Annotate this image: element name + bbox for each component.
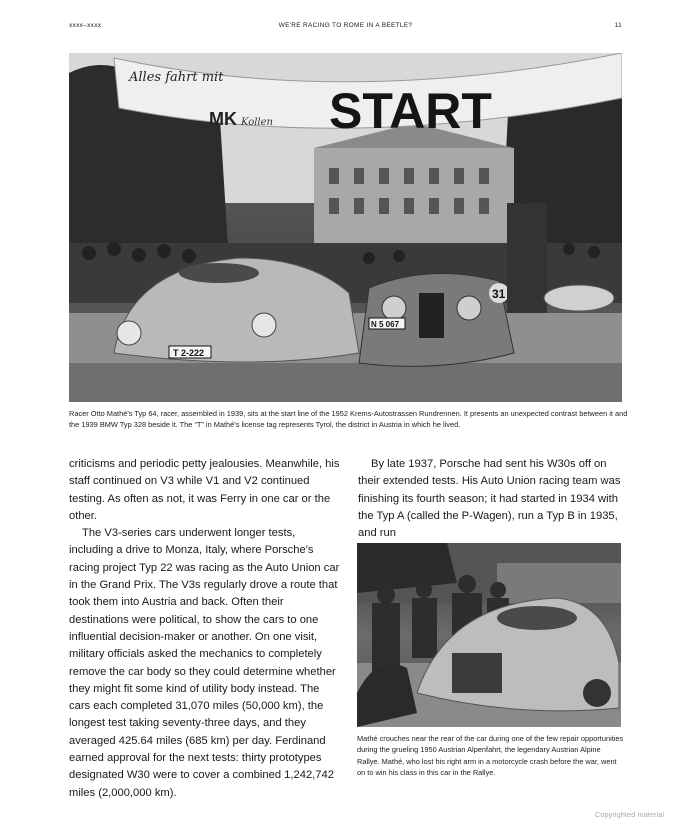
body-column-left bbox=[69, 456, 341, 802]
running-title: WE'RE RACING TO ROME IN A BEETLE? bbox=[278, 22, 413, 29]
banner-logo-text: MK bbox=[209, 109, 237, 129]
banner-small-text: Alles fahrt mit bbox=[129, 70, 224, 85]
main-photo-caption: Racer Otto Mathé's Typ 64, racer, assembled in 1939, sits at the start line of the 1952 Krems-Autostrassen Rundrennen. It presents an unexpected contrast between it and the 1939 BMW Typ 328 beside it. The “T” in Mathé's license tag represents Tyrol, the district in Austria in which he lived. bbox=[69, 409, 628, 429]
body-column-right bbox=[358, 456, 628, 542]
paragraph: By late 1937, Porsche had sent his W30s off on their extended tests. His Auto Union racing team was finishing its fourth season; it had started in 1934 with the Typ A (called the P-Wagen), run a Typ B in 1935, and run bbox=[358, 458, 621, 540]
plate-right: N 5 067 bbox=[371, 320, 400, 329]
banner-start-text: START bbox=[329, 83, 492, 139]
plate-left: T 2-222 bbox=[173, 348, 205, 358]
paragraph: The V3-series cars underwent longer tests, including a drive to Monza, Italy, where Porsche's racing project Typ 22 was racing as the Auto Union car in the Grand Prix. The V3s regularly drove a route that took them into Austria and back. Often their destinations were political, to show the cars to one influential decision-maker or another. On one visit, military officials asked the mechanics to completely remove the car body so they could determine whether they might fit some kind of utility body instead. The cars each completed 31,070 miles (50,000 km), the longest test taking seventy-three days, and they averaged 425.64 miles (685 km) per day. Ferdinand earned approval for the next tests: thirty prototypes designated W30 were to cover a combined 1,242,742 miles (2,000,000 km). bbox=[69, 527, 340, 799]
page-header bbox=[69, 22, 622, 34]
repair-photo bbox=[357, 543, 621, 727]
car-number: 31 bbox=[492, 287, 506, 301]
main-photo bbox=[69, 53, 622, 402]
banner-logo-sub: Kollen bbox=[241, 117, 273, 128]
repair-photo-caption: Mathé crouches near the rear of the car during one of the few repair opportunities during the grueling 1950 Austrian Alpenfahrt, the legendary Austrian Alpine Rallye. Mathé, who lost his right arm in a motorcycle crash before the war, went on to win his class in this car in the Rallye. bbox=[357, 734, 624, 778]
header-left: xxxx–xxxx bbox=[69, 22, 102, 29]
paragraph: criticisms and periodic petty jealousies. Meanwhile, his staff continued on V3 while V1 and V2 continued testing. As often as not, it was Ferry in one car or the other. bbox=[69, 458, 340, 522]
page-number: 11 bbox=[614, 22, 622, 29]
copyright-notice: Copyrighted material bbox=[594, 810, 664, 819]
